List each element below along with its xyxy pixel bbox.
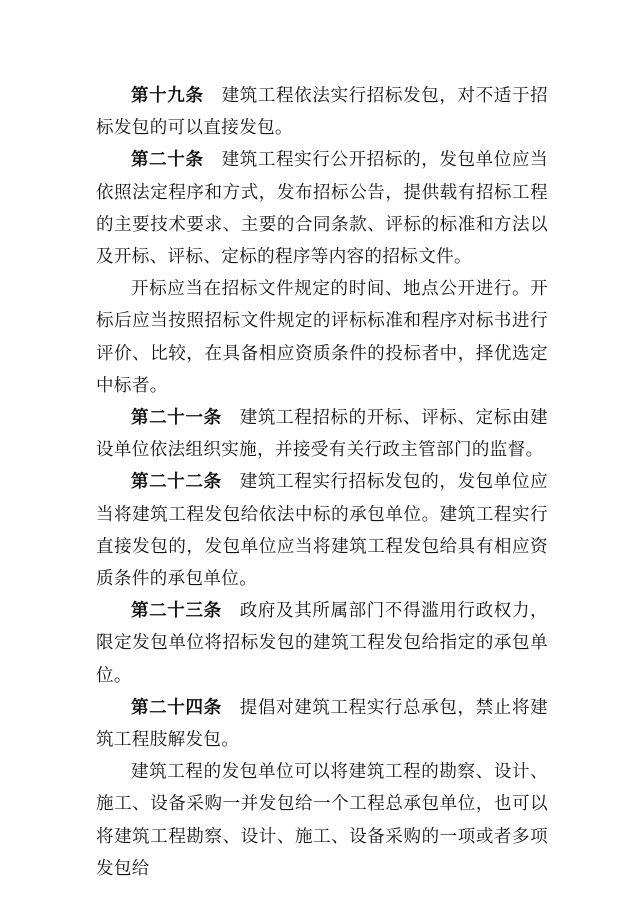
article-heading: 第二十三条 <box>131 601 222 622</box>
paragraph-text: 建筑工程实行招标发包的，发包单位应当将建筑工程发包给依法中标的承包单位。建筑工程实行直接发包的，发包单位应当将建筑工程发包给具有相应资质条件的承包单位。 <box>96 472 549 590</box>
document-page <box>96 80 548 885</box>
paragraph-article-19 <box>96 80 548 144</box>
paragraph-article-22 <box>96 466 548 595</box>
paragraph-article-24 <box>96 692 548 756</box>
paragraph-article-21 <box>96 402 548 466</box>
article-heading: 第十九条 <box>131 86 204 106</box>
paragraph-article-23 <box>96 595 548 692</box>
paragraph-text: 提倡对建筑工程实行总承包，禁止将建筑工程肢解发包。 <box>96 697 549 751</box>
paragraph-text: 建筑工程的发包单位可以将建筑工程的勘察、设计、施工、设备采购一并发包给一个工程总承包单位，也可以将建筑工程勘察、设计、施工、设备采购的一项或者多项发包给 <box>96 762 548 879</box>
paragraph-text: 建筑工程依法实行招标发包，对不适于招标发包的可以直接发包。 <box>96 86 548 139</box>
paragraph-text: 政府及其所属部门不得滥用行政权力，限定发包单位将招标发包的建筑工程发包给指定的承包单位。 <box>96 601 549 686</box>
paragraph-article-24-continued <box>96 756 548 885</box>
article-heading: 第二十二条 <box>131 472 222 493</box>
paragraph-text: 开标应当在招标文件规定的时间、地点公开进行。开标后应当按照招标文件规定的评标标准和程序对标书进行评价、比较，在具备相应资质条件的投标者中，择优选定中标者。 <box>96 279 548 396</box>
paragraph-article-20 <box>96 144 548 273</box>
paragraph-text: 建筑工程实行公开招标的，发包单位应当依照法定程序和方式，发布招标公告，提供载有招标工程的主要技术要求、主要的合同条款、评标的标准和方法以及开标、评标、定标的程序等内容的招标文件。 <box>96 150 548 268</box>
paragraph-article-20-continued <box>96 273 548 402</box>
article-heading: 第二十条 <box>131 150 204 171</box>
article-heading: 第二十四条 <box>131 697 222 718</box>
article-heading: 第二十一条 <box>131 408 222 429</box>
paragraph-text: 建筑工程招标的开标、评标、定标由建设单位依法组织实施，并接受有关行政主管部门的监督。 <box>96 408 549 461</box>
